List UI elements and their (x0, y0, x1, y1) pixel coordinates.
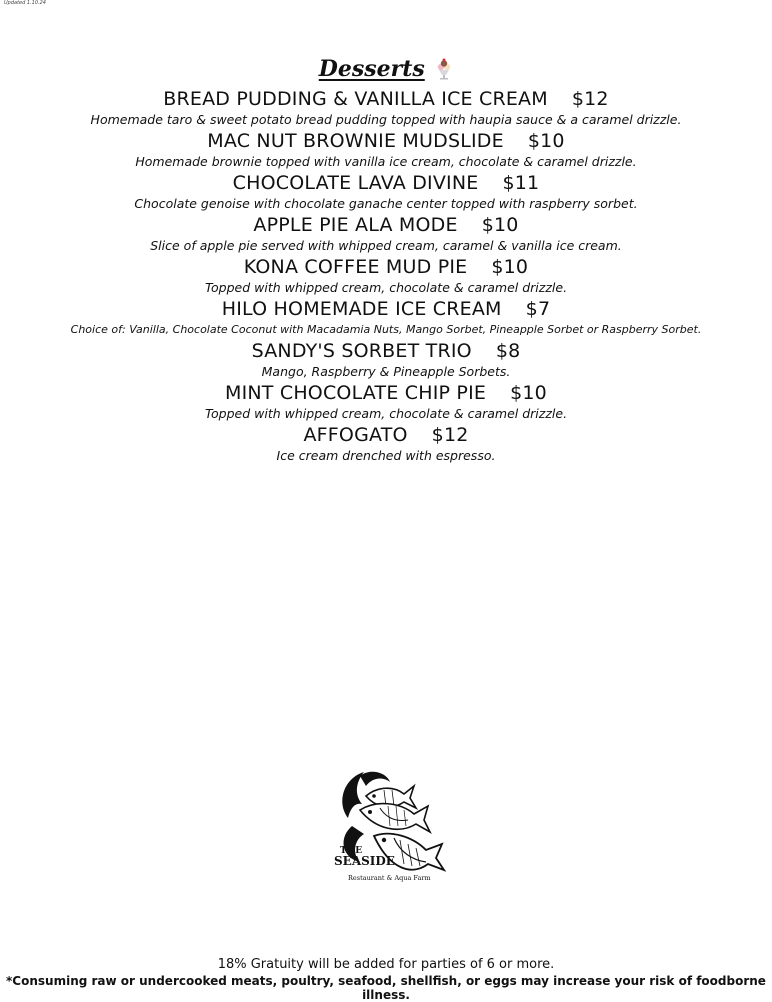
logo-text-the: THE (340, 846, 363, 856)
item-price: $10 (527, 130, 565, 152)
item-name: MINT CHOCOLATE CHIP PIE (225, 382, 487, 404)
item-description: Homemade taro & sweet potato bread pudding topped with haupia sauce & a caramel drizzle. (90, 112, 682, 127)
logo-text-subtitle: Restaurant & Aqua Farm (348, 874, 431, 882)
seaside-fish-logo (330, 766, 446, 886)
ice-cream-sundae-icon (435, 58, 453, 80)
item-price: $11 (502, 172, 540, 194)
item-name: MAC NUT BROWNIE MUDSLIDE (207, 130, 504, 152)
item-description: Topped with whipped cream, chocolate & caramel drizzle. (204, 280, 568, 295)
item-price: $7 (525, 298, 551, 320)
item-description: Choice of: Vanilla, Chocolate Coconut with Macadamia Nuts, Mango Sorbet, Pineapple Sorbet or Raspberry Sorbet. (70, 323, 702, 336)
item-name: BREAD PUDDING & VANILLA ICE CREAM (163, 88, 548, 110)
updated-date: Updated 1.10.24 (4, 0, 46, 6)
item-price: $10 (481, 214, 519, 236)
item-price: $10 (510, 382, 547, 404)
item-description: Homemade brownie topped with vanilla ice cream, chocolate & caramel drizzle. (135, 154, 637, 169)
menu-item (0, 173, 772, 214)
menu-item (0, 425, 772, 466)
item-price: $10 (491, 256, 529, 278)
item-price: $8 (495, 340, 521, 362)
menu-item (0, 341, 772, 382)
item-description: Topped with whipped cream, chocolate & caramel drizzle. (204, 406, 568, 421)
gratuity-notice: 18% Gratuity will be added for parties of 6 or more. (217, 957, 555, 972)
item-name: SANDY'S SORBET TRIO (251, 340, 472, 362)
menu-item (0, 383, 772, 424)
menu-item (0, 89, 772, 130)
item-description: Mango, Raspberry & Pineapple Sorbets. (261, 364, 511, 379)
item-name: APPLE PIE ALA MODE (253, 214, 458, 236)
menu-item (0, 215, 772, 256)
logo-text-seaside: SEASIDE (334, 854, 395, 868)
item-description: Ice cream drenched with espresso. (276, 448, 496, 463)
item-name: AFFOGATO (303, 424, 408, 446)
dessert-menu (0, 88, 772, 466)
item-name: KONA COFFEE MUD PIE (243, 256, 468, 278)
item-description: Chocolate genoise with chocolate ganache center topped with raspberry sorbet. (134, 196, 638, 211)
item-description: Slice of apple pie served with whipped cream, caramel & vanilla ice cream. (150, 238, 622, 253)
item-name: CHOCOLATE LAVA DIVINE (232, 172, 479, 194)
menu-item (0, 299, 772, 340)
menu-header (0, 56, 772, 82)
item-price: $12 (571, 88, 609, 110)
menu-item (0, 257, 772, 298)
item-price: $12 (431, 424, 469, 446)
page-title: Desserts (318, 56, 425, 82)
food-safety-warning: *Consuming raw or undercooked meats, poultry, seafood, shellfish, or eggs may increase your risk of foodborne illness. (6, 974, 766, 1002)
menu-item (0, 131, 772, 172)
item-name: HILO HOMEMADE ICE CREAM (221, 298, 502, 320)
